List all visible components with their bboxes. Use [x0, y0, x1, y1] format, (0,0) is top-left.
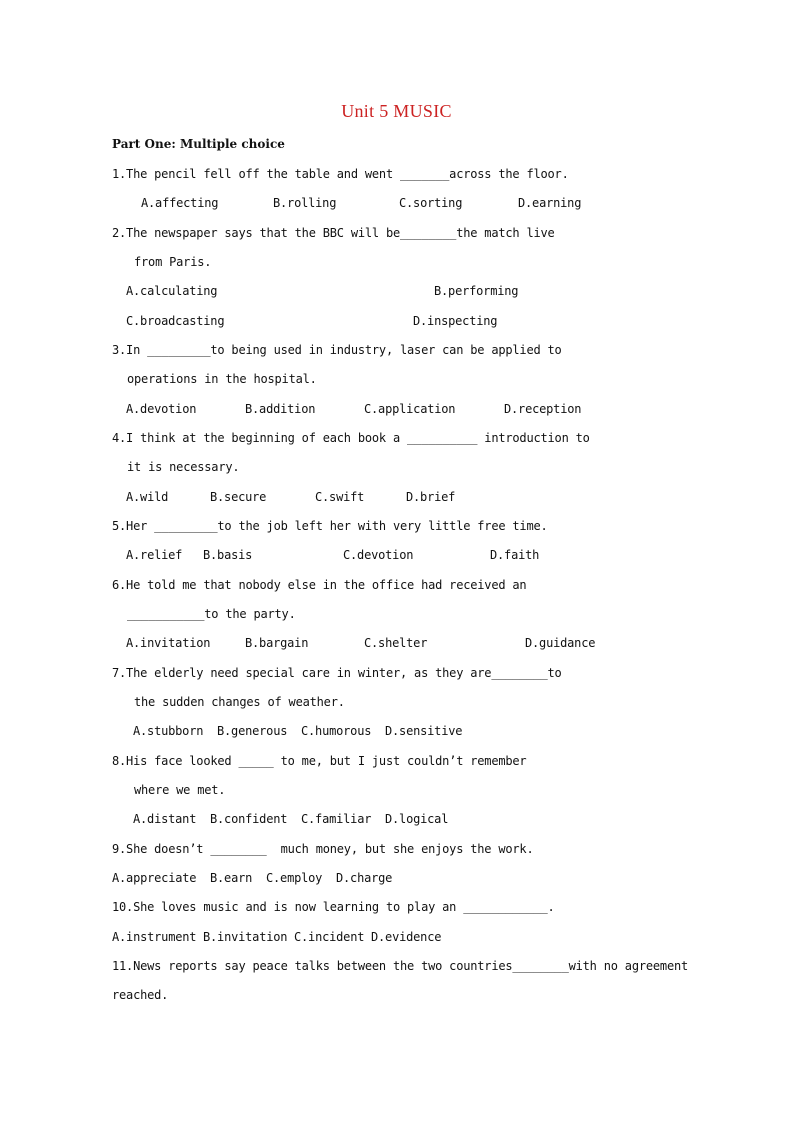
question-11-stem: 11.News reports say peace talks between the two countries________with no agreement: [112, 959, 689, 973]
question-10-option-b: B.invitation: [203, 930, 288, 944]
question-1-option-a: A.affecting: [141, 196, 219, 210]
question-5-option-a: A.relief: [126, 548, 183, 562]
question-3-option-b: B.addition: [245, 402, 316, 416]
page-title: Unit 5 MUSIC: [341, 101, 452, 121]
question-2-option-c: C.broadcasting: [126, 314, 225, 328]
question-6-option-c: C.shelter: [364, 636, 428, 650]
question-2-stem: 2.The newspaper says that the BBC will be________the match live: [112, 226, 555, 240]
question-3-stem: 3.In _________to being used in industry, laser can be applied to: [112, 343, 562, 357]
question-10-option-d: D.evidence: [371, 930, 442, 944]
question-8-option-b: B.confident: [210, 812, 288, 826]
question-3-option-c: C.application: [364, 402, 456, 416]
question-10-option-c: C.incident: [294, 930, 365, 944]
question-7-option-c: C.humorous: [301, 724, 372, 738]
question-5-stem: 5.Her _________to the job left her with very little free time.: [112, 519, 548, 533]
question-9-stem: 9.She doesn’t ________ much money, but she enjoys the work.: [112, 842, 534, 856]
question-4-option-d: D.brief: [406, 490, 456, 504]
question-3-option-d: D.reception: [504, 402, 582, 416]
section-heading: Part One: Multiple choice: [112, 137, 285, 151]
question-7-option-a: A.stubborn: [133, 724, 204, 738]
question-8-option-c: C.familiar: [301, 812, 372, 826]
question-8-stem-cont: where we met.: [134, 783, 226, 797]
question-9-option-c: C.employ: [266, 871, 323, 885]
question-2-option-b: B.performing: [434, 284, 519, 298]
question-7-option-d: D.sensitive: [385, 724, 463, 738]
question-1-stem: 1.The pencil fell off the table and went _______across the floor.: [112, 167, 569, 181]
question-9-option-b: B.earn: [210, 871, 253, 885]
question-9-option-a: A.appreciate: [112, 871, 197, 885]
question-8-option-d: D.logical: [385, 812, 449, 826]
question-4-option-a: A.wild: [126, 490, 169, 504]
question-5-option-b: B.basis: [203, 548, 253, 562]
question-2-option-a: A.calculating: [126, 284, 218, 298]
question-1-option-b: B.rolling: [273, 196, 337, 210]
question-9-option-d: D.charge: [336, 871, 393, 885]
question-7-stem-cont: the sudden changes of weather.: [134, 695, 345, 709]
question-4-stem-cont: it is necessary.: [127, 460, 240, 474]
question-5-option-d: D.faith: [490, 548, 540, 562]
question-6-option-b: B.bargain: [245, 636, 309, 650]
question-4-stem: 4.I think at the beginning of each book a __________ introduction to: [112, 431, 590, 445]
question-2-option-d: D.inspecting: [413, 314, 498, 328]
question-3-stem-cont: operations in the hospital.: [127, 372, 317, 386]
question-6-stem-cont: ___________to the party.: [127, 607, 296, 621]
question-10-stem: 10.She loves music and is now learning to play an ____________.: [112, 900, 555, 914]
question-1-option-c: C.sorting: [399, 196, 463, 210]
question-7-option-b: B.generous: [217, 724, 288, 738]
question-4-option-c: C.swift: [315, 490, 365, 504]
question-3-option-a: A.devotion: [126, 402, 197, 416]
question-4-option-b: B.secure: [210, 490, 267, 504]
question-1-option-d: D.earning: [518, 196, 582, 210]
question-8-option-a: A.distant: [133, 812, 197, 826]
question-7-stem: 7.The elderly need special care in winter, as they are________to: [112, 666, 562, 680]
question-6-option-a: A.invitation: [126, 636, 211, 650]
question-6-option-d: D.guidance: [525, 636, 596, 650]
question-6-stem: 6.He told me that nobody else in the office had received an: [112, 578, 527, 592]
question-11-stem-cont: reached.: [112, 988, 169, 1002]
question-10-option-a: A.instrument: [112, 930, 197, 944]
question-8-stem: 8.His face looked _____ to me, but I just couldn’t remember: [112, 754, 527, 768]
question-2-stem-cont: from Paris.: [134, 255, 212, 269]
question-5-option-c: C.devotion: [343, 548, 414, 562]
